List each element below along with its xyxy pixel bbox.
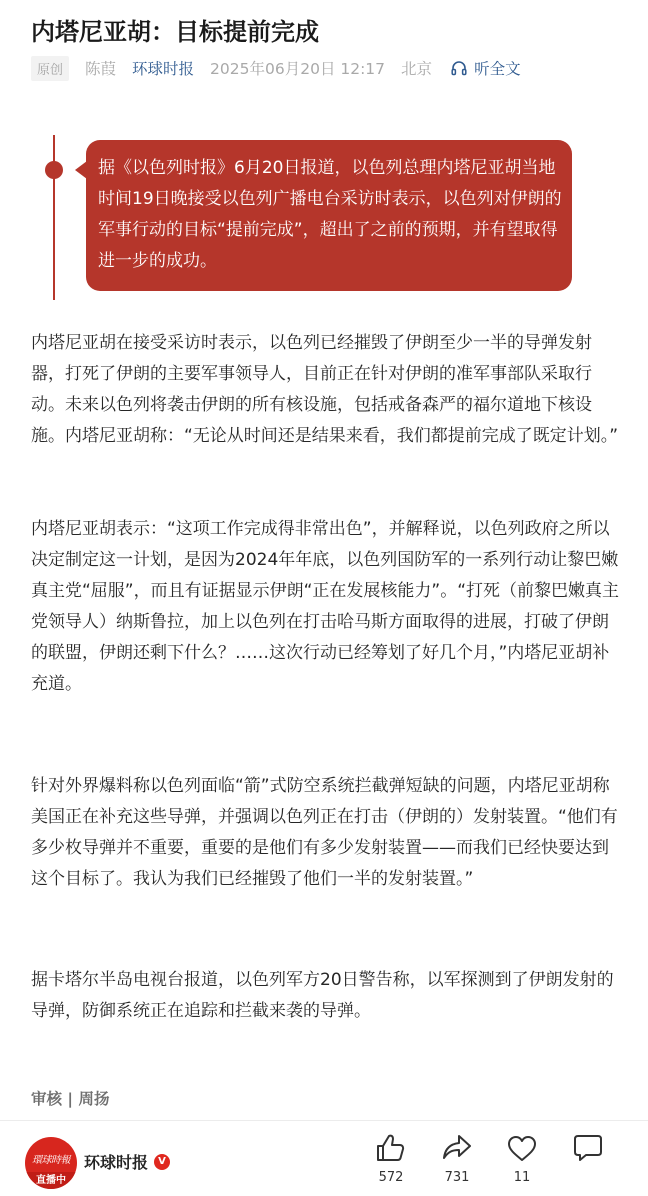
headphones-icon (450, 59, 468, 77)
favorite-count: 11 (513, 1170, 531, 1185)
live-badge: 直播中 (25, 1172, 77, 1189)
footer-divider (0, 1120, 648, 1121)
reviewer-credit: 审核 | 周扬 (31, 1090, 110, 1108)
account-name[interactable] (84, 1150, 170, 1173)
thumbs-up-icon (375, 1133, 407, 1163)
paragraph-4: 据卡塔尔半岛电视台报道，以色列军方20日警告称，以军探测到了伊朗发射的导弹，防御系统正在追踪和拦截来袭的导弹。 (31, 970, 614, 1021)
paragraph-3: 针对外界爆料称以色列面临“箭”式防空系统拦截弹短缺的问题，内塔尼亚胡称美国正在补充这些导弹，并强调以色列正在打击（伊朗的）发射装置。“他们有多少枚导弹并不重要，重要的是他们有多少发射装置——而我们已经快要达到这个目标了。我认为我们已经摧毁了他们一半的发射装置。” (31, 776, 618, 889)
listen-label: 听全文 (474, 60, 521, 78)
heart-icon (506, 1133, 538, 1163)
comment-button[interactable] (558, 1133, 618, 1170)
paragraph-1: 内塔尼亚胡在接受采访时表示，以色列已经摧毁了伊朗至少一半的导弹发射器，打死了伊朗的主要军事领导人，目前正在针对伊朗的准军事部队采取行动。未来以色列将袭击伊朗的所有核设施，包括戒备森严的福尔道地下核设施。内塔尼亚胡称：“无论从时间还是结果来看，我们都提前完成了既定计划。” (31, 333, 619, 446)
favorite-button[interactable] (492, 1133, 552, 1186)
original-badge: 原创 (31, 56, 69, 81)
article-summary: 据《以色列时报》6月20日报道，以色列总理内塔尼亚胡当地时间19日晚接受以色列广播电台采访时表示，以色列对伊朗的军事行动的目标“提前完成”，超出了之前的预期，并有望取得进一步的成功。 (86, 140, 572, 291)
share-count: 731 (444, 1170, 470, 1185)
article-title: 内塔尼亚胡：目标提前完成 (31, 18, 319, 47)
share-button[interactable] (427, 1133, 487, 1186)
paragraph-2: 内塔尼亚胡表示：“这项工作完成得非常出色”，并解释说，以色列政府之所以决定制定这一计划，是因为2024年年底，以色列国防军的一系列行动让黎巴嫩真主党“屈服”，而且有证据显示伊朗“正在发展核能力”。“打死（前黎巴嫩真主党领导人）纳斯鲁拉，加上以色列在打击哈马斯方面取得的进展，打破了伊朗的联盟，伊朗还剩下什么？……这次行动已经筹划了好几个月，”内塔尼亚胡补充道。 (31, 519, 620, 694)
account-avatar[interactable] (25, 1137, 77, 1189)
publish-datetime: 2025年06月20日 12:17 (210, 60, 386, 78)
avatar-logo-text: 環球時報 (32, 1155, 70, 1166)
article-meta (31, 54, 521, 82)
summary-timeline-dot (45, 161, 63, 179)
listen-button[interactable] (450, 57, 521, 79)
source-link[interactable]: 环球时报 (132, 60, 195, 78)
verified-badge: V (154, 1154, 170, 1170)
comment-icon (572, 1133, 604, 1163)
like-count: 572 (378, 1170, 404, 1185)
account-name-label: 环球时报 (84, 1153, 149, 1172)
publish-location: 北京 (401, 60, 433, 78)
author-name[interactable]: 陈葭 (85, 60, 117, 78)
like-button[interactable] (361, 1133, 421, 1186)
summary-timeline-line (53, 135, 55, 300)
share-icon (441, 1133, 473, 1163)
